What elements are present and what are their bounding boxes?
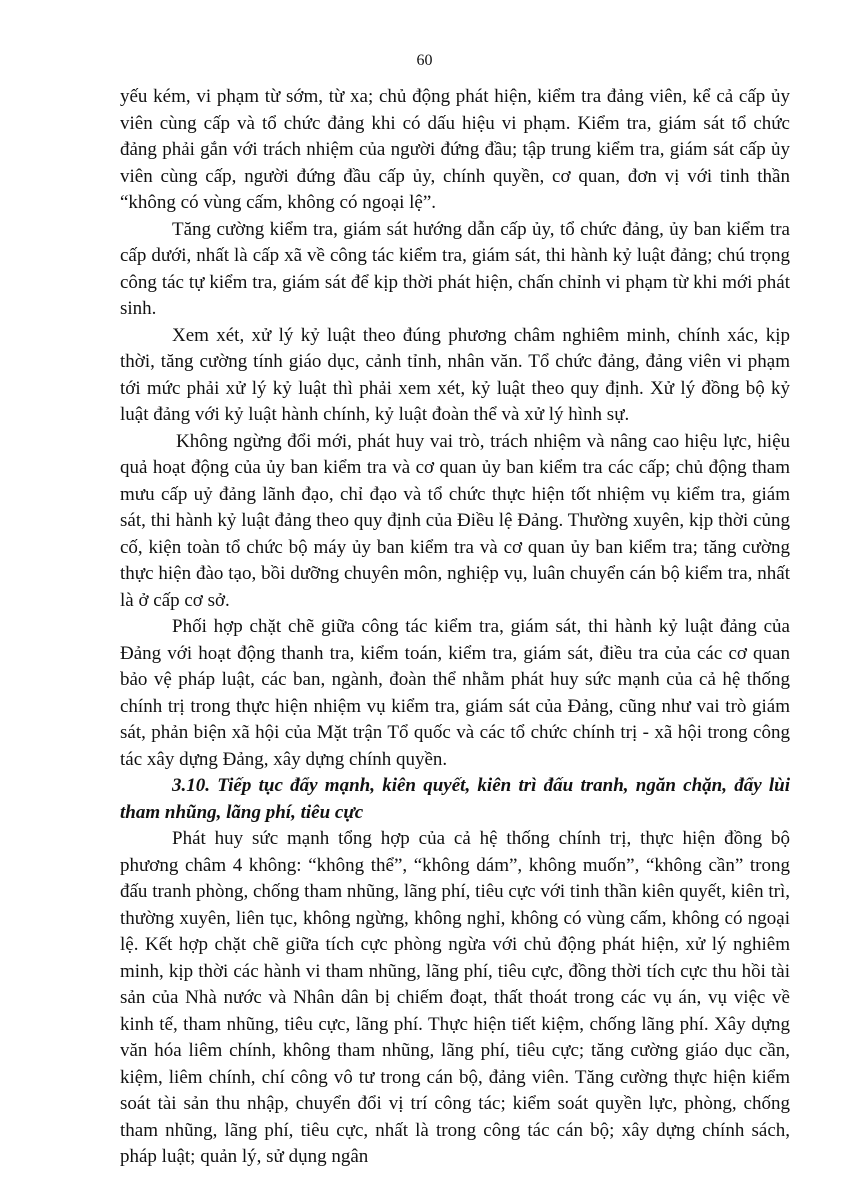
page-number: 60 (416, 52, 433, 69)
paragraph-coordination: Phối hợp chặt chẽ giữa công tác kiểm tra, giám sát, thi hành kỷ luật đảng của Đảng với hoạt động thanh tra, kiểm toán, kiểm tra, giám sát, điều tra của các cơ quan bảo vệ pháp luật, các ban, ngành, đoàn thể nhằm phát huy sức mạnh của cả hệ thống chính trị trong thực hiện nhiệm vụ kiểm tra, giám sát của Đảng, cũng như vai trò giám sát, phản biện xã hội của Mặt trận Tổ quốc và các tổ chức chính trị - xã hội trong công tác xây dựng Đảng, xây dựng chính quyền. (120, 616, 790, 770)
document-body (120, 84, 790, 1171)
paragraph-anti-corruption: Phát huy sức mạnh tổng hợp của cả hệ thống chính trị, thực hiện đồng bộ phương châm 4 không: “không thể”, “không dám”, không muốn”, “không cần” trong đấu tranh phòng, chống tham nhũng, lãng phí, tiêu cực với tinh thần kiên quyết, kiên trì, thường xuyên, liên tục, không ngừng, không nghỉ, không có vùng cấm, không có ngoại lệ. Kết hợp chặt chẽ giữa tích cực phòng ngừa với chủ động phát hiện, xử lý nghiêm minh, kịp thời các hành vi tham nhũng, lãng phí, tiêu cực, đồng thời tích cực thu hồi tài sản của Nhà nước và Nhân dân bị chiếm đoạt, thất thoát trong các vụ án, vụ việc về kinh tế, tham nhũng, tiêu cực, lãng phí. Thực hiện tiết kiệm, chống lãng phí. Xây dựng văn hóa liêm chính, không tham nhũng, lãng phí, tiêu cực; tăng cường giáo dục cần, kiệm, liêm chính, chí công vô tư trong cán bộ, đảng viên. Tăng cường thực hiện kiểm soát tài sản thu nhập, chuyển đổi vị trí công tác; kiểm soát quyền lực, phòng, chống tham nhũng, lãng phí, tiêu cực, nhất là trong công tác cán bộ; xây dựng chính sách, pháp luật; quản lý, sử dụng ngân (120, 828, 790, 1167)
paragraph-continued: yếu kém, vi phạm từ sớm, từ xa; chủ động phát hiện, kiểm tra đảng viên, kể cả cấp ủy viên cùng cấp và tổ chức đảng khi có dấu hiệu vi phạm. Kiểm tra, giám sát tổ chức đảng phải gắn với trách nhiệm của người đứng đầu; tập trung kiểm tra, giám sát cấp ủy viên cùng cấp, người đứng đầu cấp ủy, chính quyền, cơ quan, đơn vị với tinh thần “không có vùng cấm, không có ngoại lệ”. (120, 86, 790, 213)
paragraph-inspection-committee: Không ngừng đổi mới, phát huy vai trò, trách nhiệm và nâng cao hiệu lực, hiệu quả hoạt động của ủy ban kiểm tra và cơ quan ủy ban kiểm tra các cấp; chủ động tham mưu cấp uỷ đảng lãnh đạo, chỉ đạo và tổ chức thực hiện tốt nhiệm vụ kiểm tra, giám sát, thi hành kỷ luật đảng theo quy định của Điều lệ Đảng. Thường xuyên, kịp thời củng cố, kiện toàn tổ chức bộ máy ủy ban kiểm tra và cơ quan ủy ban kiểm tra; tăng cường thực hiện đào tạo, bồi dưỡng chuyên môn, nghiệp vụ, luân chuyển cán bộ kiểm tra, nhất là ở cấp cơ sở. (120, 430, 790, 611)
paragraph-inspection-guidance: Tăng cường kiểm tra, giám sát hướng dẫn cấp ủy, tổ chức đảng, ủy ban kiểm tra cấp dưới, nhất là cấp xã về công tác kiểm tra, giám sát, thi hành kỷ luật đảng; chú trọng công tác tự kiểm tra, giám sát để kịp thời phát hiện, chấn chỉnh vi phạm từ khi mới phát sinh. (120, 218, 790, 319)
paragraph-discipline-handling: Xem xét, xử lý kỷ luật theo đúng phương châm nghiêm minh, chính xác, kịp thời, tăng cường tính giáo dục, cảnh tỉnh, nhân văn. Tổ chức đảng, đảng viên vi phạm tới mức phải xử lý kỷ luật thì phải xem xét, kỷ luật theo quy định. Xử lý đồng bộ kỷ luật đảng với kỷ luật hành chính, kỷ luật đoàn thể và xử lý hình sự. (120, 324, 790, 425)
section-heading-3-10: 3.10. Tiếp tục đẩy mạnh, kiên quyết, kiên trì đấu tranh, ngăn chặn, đẩy lùi tham nhũng, lãng phí, tiêu cực (120, 775, 790, 823)
